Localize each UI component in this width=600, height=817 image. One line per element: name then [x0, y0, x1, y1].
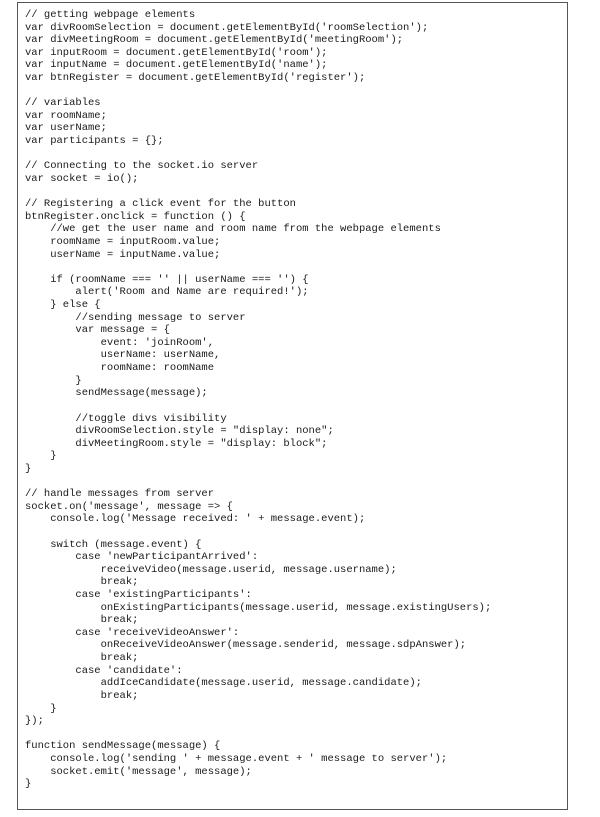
code-listing-frame	[17, 2, 568, 810]
code-line: });	[25, 715, 44, 728]
code-line: // variables	[25, 97, 101, 110]
code-line: btnRegister.onclick = function () {	[25, 210, 246, 223]
code-line: switch (message.event) {	[25, 538, 202, 551]
code-line: onExistingParticipants(message.userid, message.existingUsers);	[25, 601, 492, 614]
code-line: function sendMessage(message) {	[25, 740, 221, 753]
code-line	[25, 526, 491, 539]
code-line	[25, 728, 491, 741]
code-line: }	[25, 462, 32, 475]
code-line: } else {	[25, 299, 101, 312]
code-line: console.log('Message received: ' + message.event);	[25, 513, 366, 526]
code-line: break;	[25, 576, 139, 589]
code-line: break;	[25, 689, 139, 702]
code-line: }	[25, 702, 57, 715]
code-line	[25, 186, 491, 199]
code-line	[25, 261, 491, 274]
code-line: onReceiveVideoAnswer(message.senderid, message.sdpAnswer);	[25, 639, 467, 652]
code-line: userName = inputName.value;	[25, 248, 221, 261]
code-line: break;	[25, 652, 139, 665]
code-line: userName: userName,	[25, 349, 221, 362]
code-line: var inputRoom = document.getElementById('room');	[25, 46, 328, 59]
code-line: var socket = io();	[25, 172, 139, 185]
code-line: case 'newParticipantArrived':	[25, 551, 259, 564]
code-line: //sending message to server	[25, 311, 246, 324]
code-block	[25, 9, 491, 791]
code-line: socket.emit('message', message);	[25, 765, 252, 778]
code-line: var userName;	[25, 122, 107, 135]
code-line: divMeetingRoom.style = "display: block";	[25, 437, 328, 450]
code-line: if (roomName === '' || userName === '') {	[25, 273, 309, 286]
code-line	[25, 400, 491, 413]
code-line: divRoomSelection.style = "display: none";	[25, 425, 334, 438]
code-line: var divRoomSelection = document.getElementById('roomSelection');	[25, 21, 429, 34]
code-line: // Registering a click event for the button	[25, 198, 296, 211]
code-line: //toggle divs visibility	[25, 412, 227, 425]
code-line	[25, 85, 491, 98]
code-line: case 'receiveVideoAnswer':	[25, 626, 240, 639]
code-line: addIceCandidate(message.userid, message.candidate);	[25, 677, 422, 690]
code-line: event: 'joinRoom',	[25, 336, 215, 349]
code-line	[25, 476, 491, 489]
code-line	[25, 148, 491, 161]
code-line: roomName: roomName	[25, 362, 215, 375]
code-line: // Connecting to the socket.io server	[25, 160, 259, 173]
code-line: socket.on('message', message => {	[25, 500, 233, 513]
code-line: var participants = {};	[25, 135, 164, 148]
code-line: break;	[25, 614, 139, 627]
code-line: var inputName = document.getElementById('name');	[25, 59, 328, 72]
code-line: var roomName;	[25, 109, 107, 122]
code-line: //we get the user name and room name from the webpage elements	[25, 223, 441, 236]
code-line: case 'candidate':	[25, 664, 183, 677]
code-line: alert('Room and Name are required!');	[25, 286, 309, 299]
code-line: console.log('sending ' + message.event + ' message to server');	[25, 752, 448, 765]
code-line: case 'existingParticipants':	[25, 589, 252, 602]
code-line: var divMeetingRoom = document.getElementById('meetingRoom');	[25, 34, 404, 47]
code-line: }	[25, 374, 82, 387]
code-line: // handle messages from server	[25, 488, 215, 501]
code-line: var message = {	[25, 324, 170, 337]
code-line: var btnRegister = document.getElementById('register');	[25, 72, 366, 85]
code-line: sendMessage(message);	[25, 387, 208, 400]
code-line: }	[25, 450, 57, 463]
code-line: // getting webpage elements	[25, 9, 196, 21]
code-line: receiveVideo(message.userid, message.username);	[25, 563, 397, 576]
code-line: }	[25, 778, 32, 791]
code-line: roomName = inputRoom.value;	[25, 235, 221, 248]
